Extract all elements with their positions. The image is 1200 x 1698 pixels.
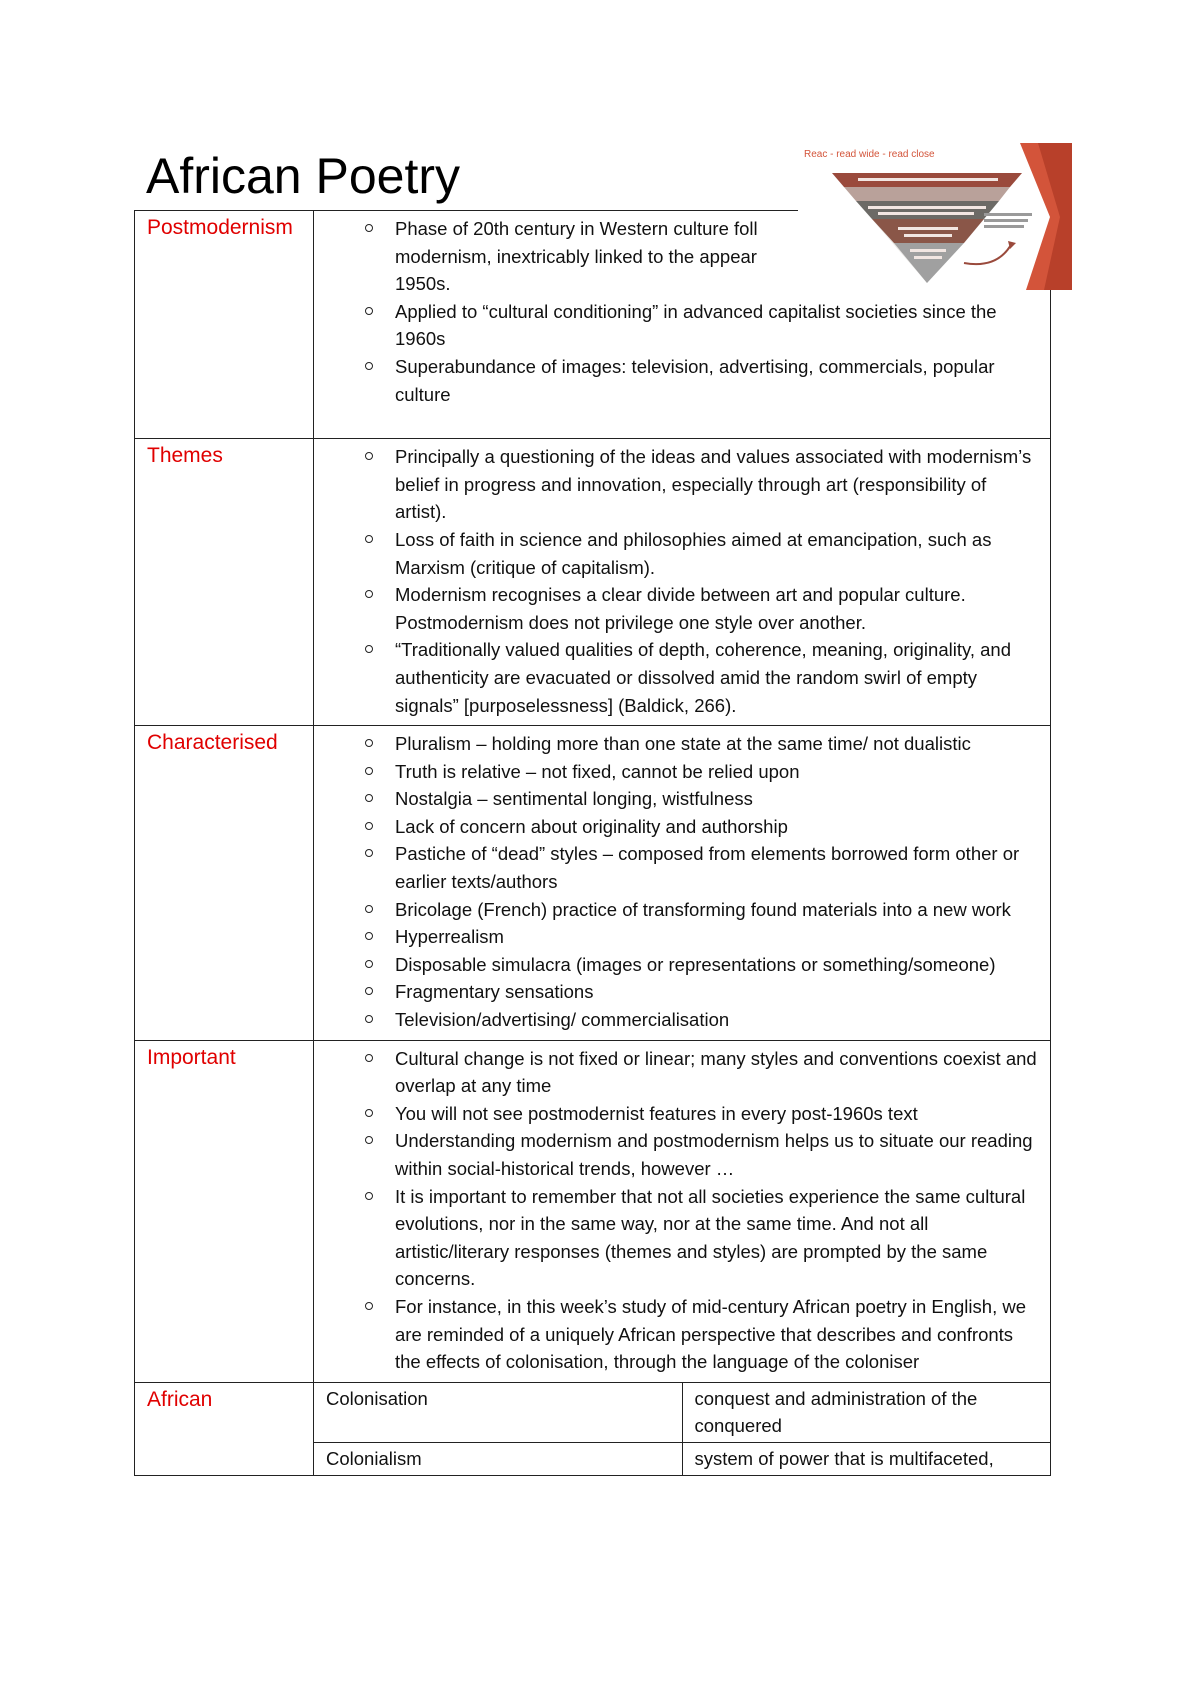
slide-thumbnail [798,143,1072,290]
list-item: Pastiche of “dead” styles – composed from elements borrowed form other or earlier texts/authors [395,840,1042,895]
list-item: For instance, in this week’s study of mid-century African poetry in English, we are reminded of a uniquely African perspective that describes and confronts the effects of colonisation, through the language of the coloniser [395,1293,1042,1376]
section-body [314,726,1051,1041]
section-heading: African [135,1382,314,1475]
definition-cell: conquest and administration of the conquered [682,1383,1050,1443]
table-row [314,1383,1050,1443]
list-item: Superabundance of images: television, advertising, commercials, popular culture [395,353,1042,408]
definitions-cell [314,1382,1051,1475]
bullet-list [324,730,1042,1034]
list-item: Applied to “cultural conditioning” in advanced capitalist societies since the 1960s [395,298,1042,353]
section-heading: Characterised [135,726,314,1041]
section-african [135,1382,1051,1475]
list-item: “Traditionally valued qualities of depth, coherence, meaning, originality, and authenticity are evacuated or dissolved amid the random swirl of empty signals” [purposelessness] (Baldick, 266). [395,636,1042,719]
list-item: Nostalgia – sentimental longing, wistfulness [395,785,1042,813]
section-body [314,439,1051,726]
list-item: Cultural change is not fixed or linear; many styles and conventions coexist and overlap at any time [395,1045,1042,1100]
term-cell: Colonialism [314,1442,682,1474]
list-item: You will not see postmodernist features in every post-1960s text [395,1100,1042,1128]
section-heading: Postmodernism [135,211,314,439]
list-item: Fragmentary sensations [395,978,1042,1006]
term-cell: Colonisation [314,1383,682,1443]
list-item: Pluralism – holding more than one state at the same time/ not dualistic [395,730,1042,758]
list-item: Modernism recognises a clear divide between art and popular culture. Postmodernism does not privilege one style over another. [395,581,1042,636]
section-heading: Important [135,1040,314,1382]
table-row [314,1442,1050,1474]
list-item: Principally a questioning of the ideas and values associated with modernism’s belief in progress and innovation, especially through art (responsibility of artist). [395,443,1042,526]
section-important [135,1040,1051,1382]
list-item: Phase of 20th century in Western culture foll modernism, inextricably linked to the appear 1950s. [395,215,1042,298]
bullet-list [324,1045,1042,1376]
list-item: It is important to remember that not all societies experience the same cultural evolutions, nor in the same way, nor at the same time. And not all artistic/literary responses (themes and styles) are prompted by the same concerns. [395,1183,1042,1293]
list-item: Understanding modernism and postmodernism helps us to situate our reading within social-historical trends, however … [395,1127,1042,1182]
list-item: Loss of faith in science and philosophies aimed at emancipation, such as Marxism (critique of capitalism). [395,526,1042,581]
slide-thumbnail-graphic [798,143,1072,290]
list-item: Lack of concern about originality and authorship [395,813,1042,841]
notes-table [134,210,1051,1476]
definition-cell: system of power that is multifaceted, [682,1442,1050,1474]
section-body [314,1040,1051,1382]
bullet-list [324,443,1042,719]
list-item: Hyperrealism [395,923,1042,951]
page-title: African Poetry [146,148,461,204]
list-item: Bricolage (French) practice of transforming found materials into a new work [395,896,1042,924]
list-item: Disposable simulacra (images or representations or something/someone) [395,951,1042,979]
section-heading: Themes [135,439,314,726]
list-item: Television/advertising/ commercialisation [395,1006,1042,1034]
list-item: Truth is relative – not fixed, cannot be relied upon [395,758,1042,786]
slide-thumbnail-heading: Reac - read wide - read close [804,149,935,160]
section-characterised [135,726,1051,1041]
section-themes [135,439,1051,726]
definitions-table [314,1383,1050,1475]
